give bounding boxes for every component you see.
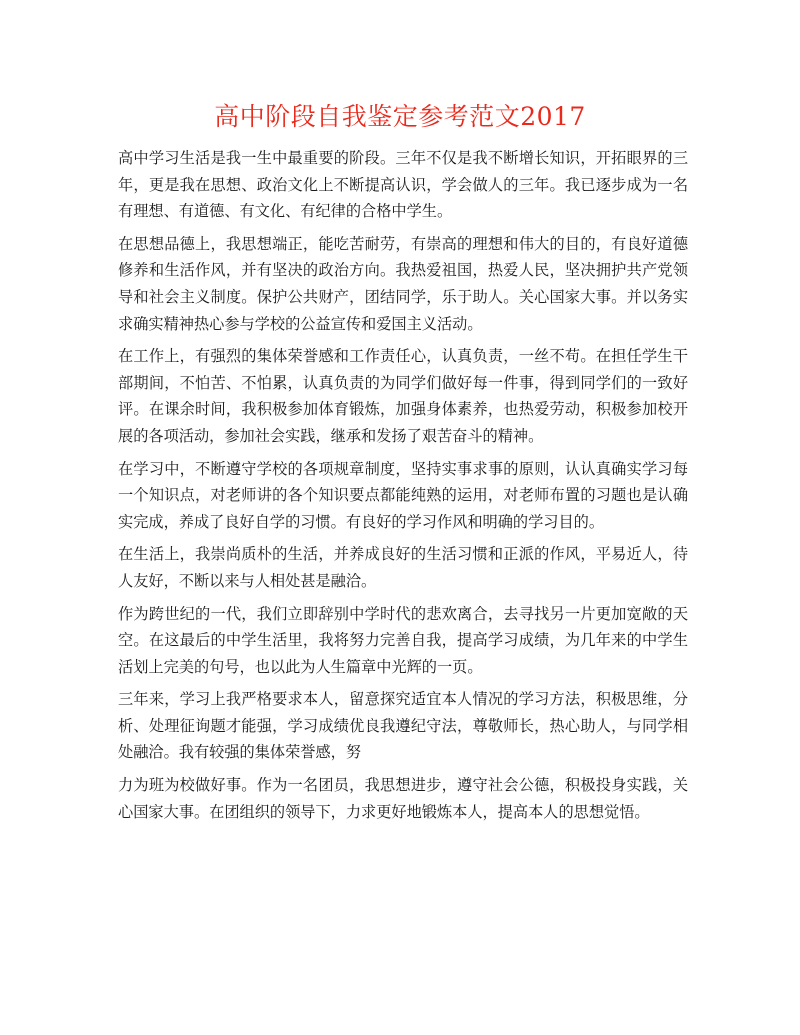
document-body	[118, 145, 688, 831]
paragraph-closing: 力为班为校做好事。作为一名团员，我思想进步，遵守社会公德，积极投身实践，关心国家大事。在团组织的领导下，力求更好地锻炼本人，提高本人的思想觉悟。	[118, 776, 688, 821]
paragraph-ideology: 在思想品德上，我思想端正，能吃苦耐劳，有崇高的理想和伟大的目的，有良好道德修养和生活作风，并有坚决的政治方向。我热爱祖国，热爱人民，坚决拥护共产党领导和社会主义制度。保护公共财产，团结同学，乐于助人。关心国家大事。并以务实求确实精神热心参与学校的公益宣传和爱国主义活动。	[118, 234, 688, 333]
document-title: 高中阶段自我鉴定参考范文2017	[214, 102, 586, 131]
paragraph-life: 在生活上，我崇尚质朴的生活，并养成良好的生活习惯和正派的作风，平易近人，待人友好，不断以来与人相处甚是融洽。	[118, 545, 688, 590]
paragraph-summary: 三年来，学习上我严格要求本人，留意探究适宜本人情况的学习方法，积极思维，分析、处理征询题才能强，学习成绩优良我遵纪守法，尊敬师长，热心助人，与同学相处融洽。我有较强的集体荣誉感，努	[118, 690, 688, 762]
paragraph-intro: 高中学习生活是我一生中最重要的阶段。三年不仅是我不断增长知识，开拓眼界的三年，更是我在思想、政治文化上不断提高认识，学会做人的三年。我已逐步成为一名有理想、有道德、有文化、有纪律的合格中学生。	[118, 149, 688, 221]
paragraph-work: 在工作上，有强烈的集体荣誉感和工作责任心，认真负责，一丝不苟。在担任学生干部期间，不怕苦、不怕累，认真负责的为同学们做好每一件事，得到同学们的一致好评。在课余时间，我积极参加体育锻炼，加强身体素养，也热爱劳动，积极参加校开展的各项活动，参加社会实践，继承和发扬了艰苦奋斗的精神。	[118, 347, 688, 445]
paragraph-future: 作为跨世纪的一代，我们立即辞别中学时代的悲欢离合，去寻找另一片更加宽敞的天空。在这最后的中学生活里，我将努力完善自我，提高学习成绩，为几年来的中学生活划上完美的句号，也以此为人生篇章中光辉的一页。	[118, 604, 688, 676]
paragraph-study: 在学习中，不断遵守学校的各项规章制度，坚持实事求事的原则，认认真确实学习每一个知识点，对老师讲的各个知识要点都能纯熟的运用，对老师布置的习题也是认确实完成，养成了良好自学的习惯。有良好的学习作风和明确的学习目的。	[118, 459, 688, 531]
